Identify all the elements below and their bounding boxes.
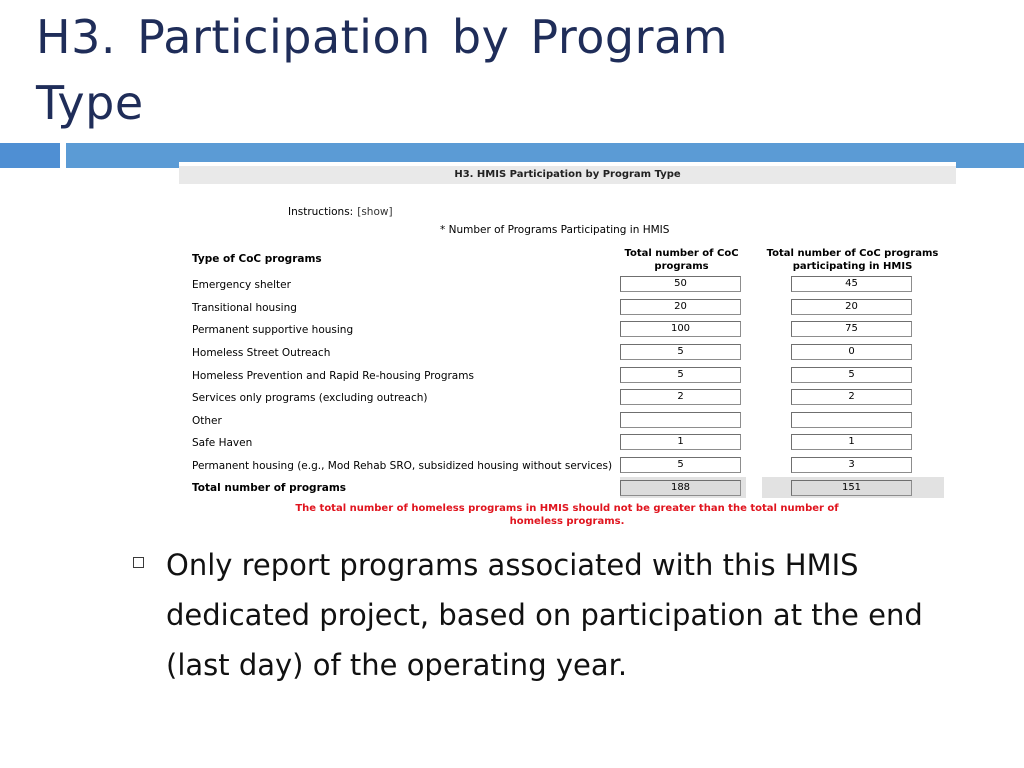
row-label-street-outreach: Homeless Street Outreach xyxy=(192,347,331,359)
row-label-other: Other xyxy=(192,415,222,427)
validation-warning: The total number of homeless programs in HMIS should not be greater than the total number of homeless programs. xyxy=(295,503,839,527)
participating-input-permanent-supportive-housing[interactable]: 75 xyxy=(791,321,912,337)
participating-input-safe-haven[interactable]: 1 xyxy=(791,434,912,450)
bullet-text: Only report programs associated with this HMIS dedicated project, based on participation at the end (last day) of the operating year. xyxy=(166,548,923,682)
form-subheading: * Number of Programs Participating in HMIS xyxy=(440,224,670,236)
participating-input-street-outreach[interactable]: 0 xyxy=(791,344,912,360)
square-bullet-icon xyxy=(133,557,144,568)
row-label-prevention-rapid-rehousing: Homeless Prevention and Rapid Re-housing Programs xyxy=(192,370,474,382)
slide-title-line1: H3. Participation by Program xyxy=(36,10,729,64)
form-header: H3. HMIS Participation by Program Type xyxy=(179,166,956,184)
row-label-transitional-housing: Transitional housing xyxy=(192,302,297,314)
slide-title xyxy=(36,4,936,136)
total-input-street-outreach[interactable]: 5 xyxy=(620,344,741,360)
row-label-emergency-shelter: Emergency shelter xyxy=(192,279,291,291)
total-input-prevention-rapid-rehousing[interactable]: 5 xyxy=(620,367,741,383)
column-header-total: Total number of CoC programs xyxy=(624,248,739,272)
total-programs-value: 188 xyxy=(620,480,741,496)
total-input-permanent-housing[interactable]: 5 xyxy=(620,457,741,473)
total-input-transitional-housing[interactable]: 20 xyxy=(620,299,741,315)
instructions xyxy=(288,206,393,218)
total-input-emergency-shelter[interactable]: 50 xyxy=(620,276,741,292)
participating-input-transitional-housing[interactable]: 20 xyxy=(791,299,912,315)
participating-input-services-only[interactable]: 2 xyxy=(791,389,912,405)
participating-input-emergency-shelter[interactable]: 45 xyxy=(791,276,912,292)
total-input-permanent-supportive-housing[interactable]: 100 xyxy=(620,321,741,337)
row-label-services-only: Services only programs (excluding outreach) xyxy=(192,392,428,404)
column-header-participating: Total number of CoC programs participating in HMIS xyxy=(766,248,939,272)
participating-input-permanent-housing[interactable]: 3 xyxy=(791,457,912,473)
row-label-permanent-housing: Permanent housing (e.g., Mod Rehab SRO, subsidized housing without services) xyxy=(192,460,613,472)
participating-input-prevention-rapid-rehousing[interactable]: 5 xyxy=(791,367,912,383)
instructions-label: Instructions: xyxy=(288,206,354,218)
slide-title-line2: Type xyxy=(36,76,144,130)
row-label-permanent-supportive-housing: Permanent supportive housing xyxy=(192,324,354,336)
column-header-type: Type of CoC programs xyxy=(192,253,322,265)
hmis-participation-form xyxy=(179,162,956,532)
total-row-label: Total number of programs xyxy=(192,482,347,494)
instructions-show-link[interactable]: [show] xyxy=(357,206,393,218)
total-input-safe-haven[interactable]: 1 xyxy=(620,434,741,450)
total-input-services-only[interactable]: 2 xyxy=(620,389,741,405)
accent-block xyxy=(0,143,60,168)
total-input-other[interactable] xyxy=(620,412,741,428)
row-label-safe-haven: Safe Haven xyxy=(192,437,253,449)
participating-input-other[interactable] xyxy=(791,412,912,428)
total-participating-value: 151 xyxy=(791,480,912,496)
